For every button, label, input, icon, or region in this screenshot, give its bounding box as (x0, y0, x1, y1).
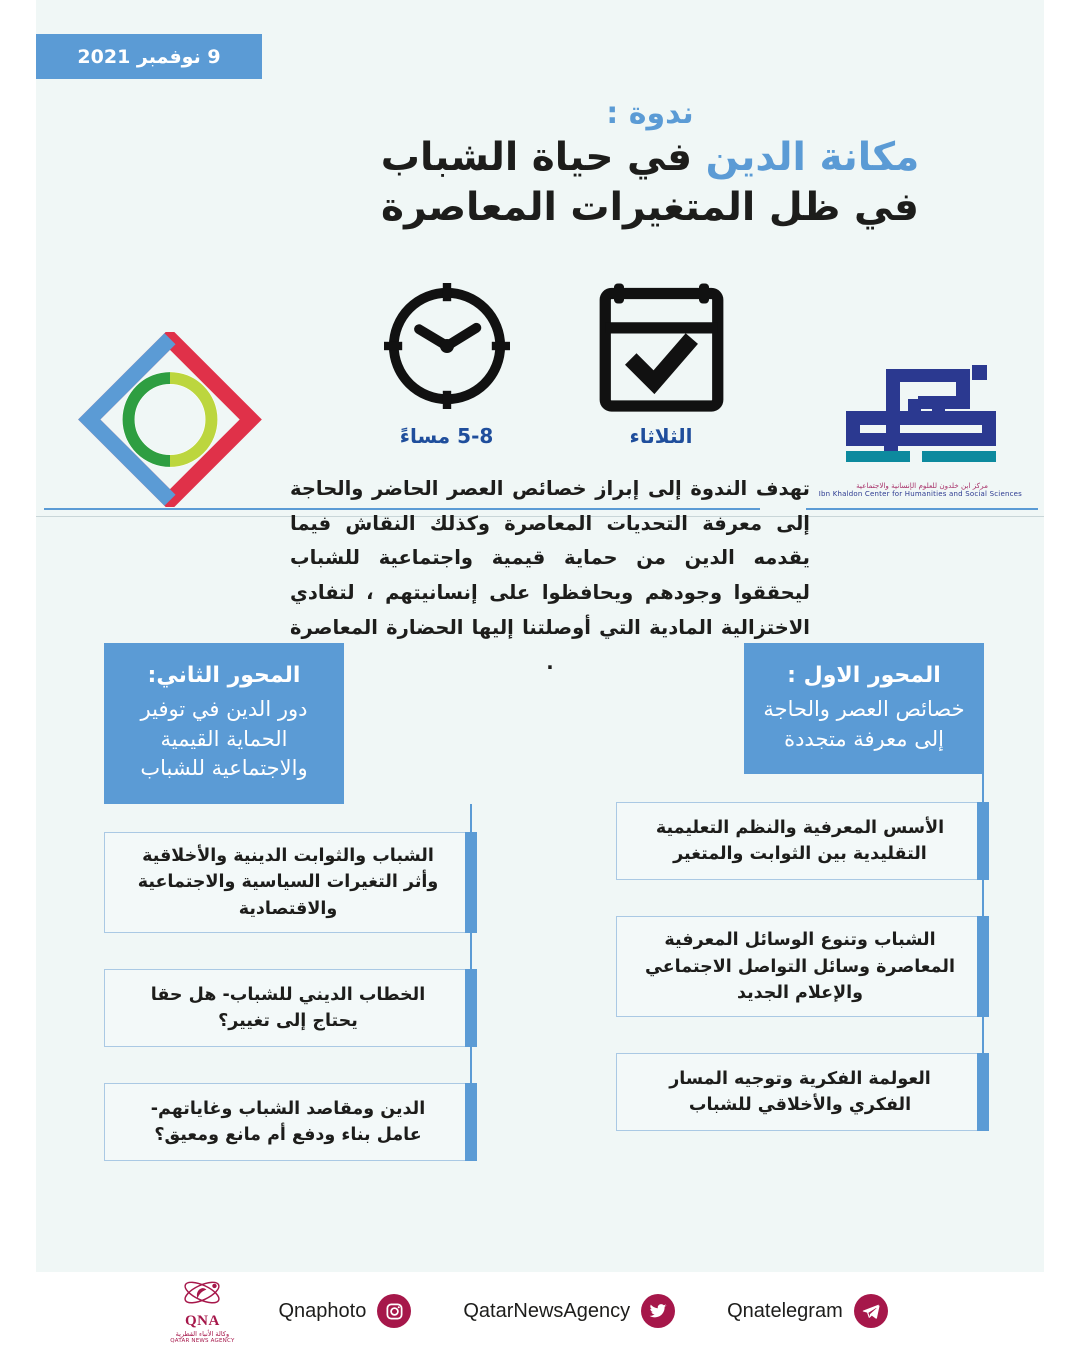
page-title (300, 96, 1000, 233)
description-text: تهدف الندوة إلى إبراز خصائص العصر الحاضر والحاجة إلى معرفة التحديات المعاصرة وكذلك النقاش فيما يقدمه الدين من حماية قيمية واجتماعية للشباب ليحققوا وجودهم ويحافظوا على إنسانيتهم ، لتفادي الاختزالية المادية التي أوصلتنا إليها الحضارة المعاصرة . (290, 477, 810, 674)
axis-two-item-3[interactable]: الدين ومقاصد الشباب وغاياتهم- عامل بناء ودفع أم مانع ومعيق؟ (104, 1083, 472, 1161)
footer-bar (0, 1272, 1080, 1350)
axis-one-item-2[interactable]: الشباب وتنوع الوسائل المعرفية المعاصرة وسائل التواصل الاجتماعي والإعلام الجديد (616, 916, 984, 1017)
qna-name-english: QATAR NEWS AGENCY (170, 1337, 235, 1344)
axis-one-items (616, 802, 984, 1131)
axis-two-header (104, 643, 344, 804)
header-divider-blue-right (806, 508, 1038, 510)
qna-logo (170, 1279, 234, 1344)
center-name-arabic: مركز ابن خلدون للعلوم الإنسانية والاجتماعية (856, 481, 988, 490)
axis-two-item-2[interactable]: الخطاب الديني للشباب- هل حقا يحتاج إلى تغيير؟ (104, 969, 472, 1047)
telegram-handle: Qnatelegram (727, 1299, 843, 1322)
qna-atom-icon (180, 1279, 224, 1309)
axis-one-item-3[interactable]: العولمة الفكرية وتوجيه المسار الفكري والأخلاقي للشباب (616, 1053, 984, 1131)
ibn-khaldon-center-logo (818, 355, 1022, 507)
clock-icon (377, 276, 517, 416)
ministry-diamond-logo (75, 332, 265, 507)
social-instagram[interactable] (279, 1294, 412, 1328)
title-highlight: مكانة الدين (705, 135, 920, 181)
axis-one-header (744, 643, 984, 774)
title-line-1 (300, 133, 1000, 183)
instagram-handle: Qnaphoto (278, 1299, 367, 1322)
day-label: الثلاثاء (629, 424, 693, 448)
axis-one-title: المحور الاول : (787, 663, 941, 688)
center-name-english: Ibn Khaldon Center for Humanities and Social Sciences (818, 490, 1022, 498)
event-details-row (360, 276, 740, 456)
time-label: 5-8 مساءً (399, 424, 494, 448)
qna-name-arabic: وكالة الأنباء القطرية (175, 1329, 230, 1338)
instagram-icon (377, 1294, 411, 1328)
axis-two-subtitle: دور الدين في توفير الحماية القيمية والاجتماعية للشباب (140, 696, 308, 781)
axis-two-column (104, 643, 472, 1197)
axis-two-item-1[interactable]: الشباب والثوابت الدينية والأخلاقية وأثر التغيرات السياسية والاجتماعية والاقتصادية (104, 832, 472, 933)
twitter-icon (641, 1294, 675, 1328)
social-twitter[interactable] (463, 1294, 675, 1328)
axis-two-items (104, 832, 472, 1161)
event-day (599, 276, 724, 456)
calendar-check-icon (599, 276, 724, 416)
event-time (377, 276, 517, 456)
telegram-icon (854, 1294, 888, 1328)
axis-one-item-1[interactable]: الأسس المعرفية والنظم التعليمية التقليدية بين الثوابت والمتغير (616, 802, 984, 880)
title-line-1-rest: في حياة الشباب (380, 135, 706, 181)
qna-wordmark: QNA (184, 1312, 220, 1329)
twitter-handle: QatarNewsAgency (463, 1299, 631, 1322)
axis-one-column (616, 643, 984, 1167)
title-kicker: ندوة : (606, 96, 694, 131)
title-line-2: في ظل المتغيرات المعاصرة (381, 185, 919, 231)
axis-two-title: المحور الثاني: (147, 663, 301, 688)
social-telegram[interactable] (727, 1294, 888, 1328)
axis-one-subtitle: خصائص العصر والحاجة إلى معرفة متجددة (763, 696, 965, 751)
date-badge: 9 نوفمبر 2021 (36, 34, 262, 79)
